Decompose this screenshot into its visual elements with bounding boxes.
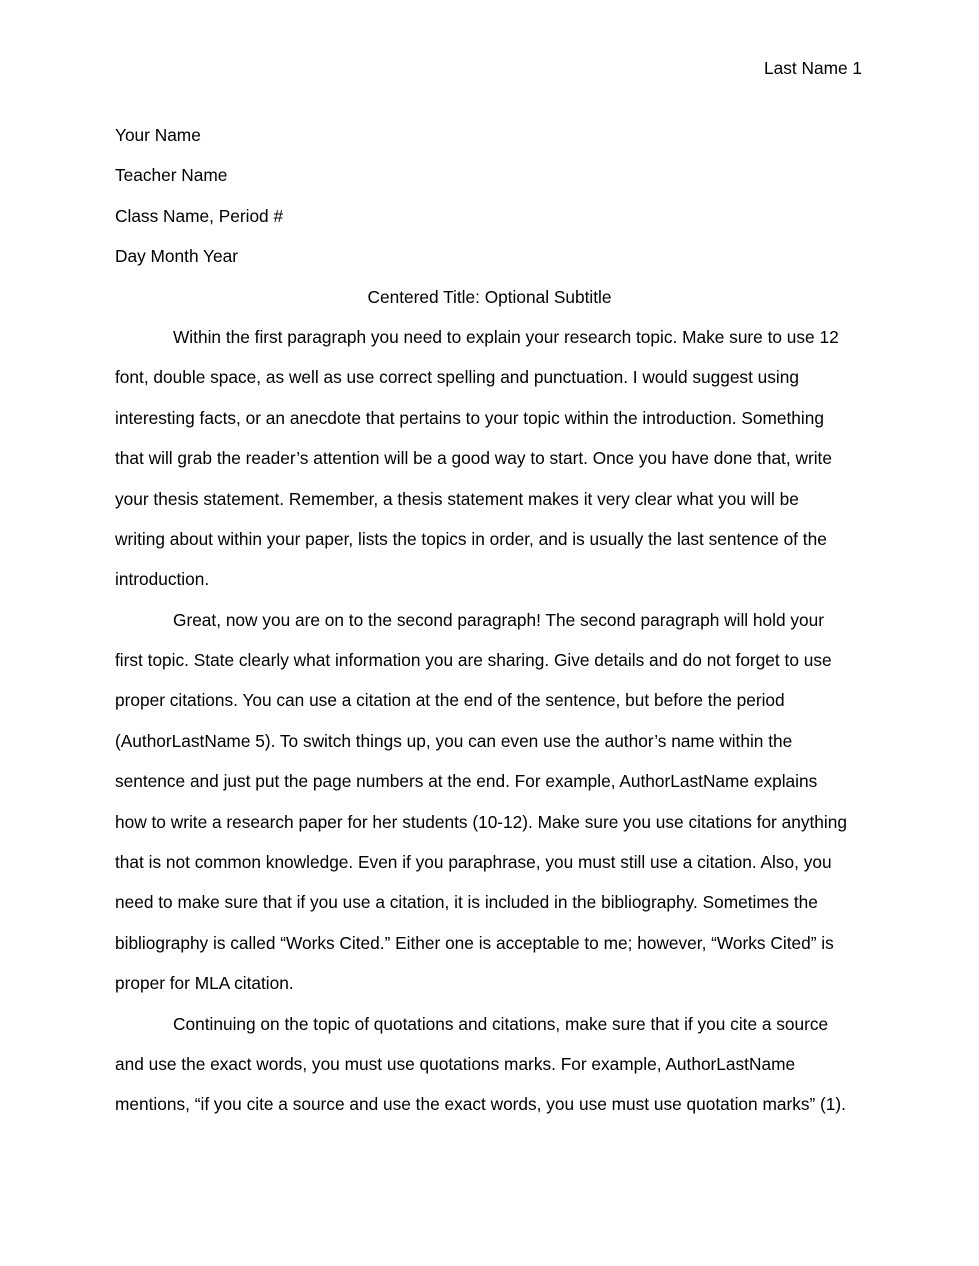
paragraph-line: introduction. <box>115 569 210 590</box>
running-head: Last Name 1 <box>764 58 862 78</box>
paragraph-3 <box>115 1004 864 1125</box>
paragraph-line: Continuing on the topic of quotations and citations, make sure that if you cite a source <box>173 1013 829 1034</box>
document-body <box>115 115 864 1125</box>
paragraph-line: (AuthorLastName 5). To switch things up, you can even use the author’s name within the <box>115 730 793 751</box>
paragraph-line: proper for MLA citation. <box>115 973 294 994</box>
paragraph-2 <box>115 600 864 1004</box>
date-line: Day Month Year <box>115 246 238 267</box>
paragraph-line: that will grab the reader’s attention will be a good way to start. Once you have done that, write <box>115 448 832 469</box>
paragraph-line: Within the first paragraph you need to explain your research topic. Make sure to use 12 <box>173 326 839 347</box>
student-name: Your Name <box>115 125 201 145</box>
paragraph-line: need to make sure that if you use a citation, it is included in the bibliography. Sometimes the <box>115 892 818 913</box>
paragraph-line: bibliography is called “Works Cited.” Either one is acceptable to me; however, “Works Cited” is <box>115 932 834 953</box>
paragraph-line: and use the exact words, you must use quotations marks. For example, AuthorLastName <box>115 1053 796 1074</box>
class-period: Class Name, Period # <box>115 205 284 226</box>
paragraph-1 <box>115 317 864 600</box>
paragraph-line: interesting facts, or an anecdote that pertains to your topic within the introduction. Something <box>115 407 824 428</box>
paragraph-line: how to write a research paper for her students (10-12). Make sure you use citations for anything <box>115 811 847 832</box>
paragraph-line: Great, now you are on to the second paragraph! The second paragraph will hold your <box>173 609 825 630</box>
teacher-name: Teacher Name <box>115 165 228 186</box>
paper-title: Centered Title: Optional Subtitle <box>367 286 612 307</box>
paragraph-line: mentions, “if you cite a source and use the exact words, you use must use quotation marks” (1). <box>115 1094 846 1115</box>
paragraph-line: sentence and just put the page numbers at the end. For example, AuthorLastName explains <box>115 771 818 792</box>
paragraph-line: font, double space, as well as use correct spelling and punctuation. I would suggest using <box>115 367 799 388</box>
paragraph-line: writing about within your paper, lists the topics in order, and is usually the last sentence of the <box>115 528 827 549</box>
paragraph-line: that is not common knowledge. Even if you paraphrase, you must still use a citation. Also, you <box>115 852 832 873</box>
paragraph-line: your thesis statement. Remember, a thesis statement makes it very clear what you will be <box>115 488 799 509</box>
paragraph-line: proper citations. You can use a citation at the end of the sentence, but before the period <box>115 690 785 711</box>
paragraph-line: first topic. State clearly what information you are sharing. Give details and do not forget to use <box>115 650 832 671</box>
